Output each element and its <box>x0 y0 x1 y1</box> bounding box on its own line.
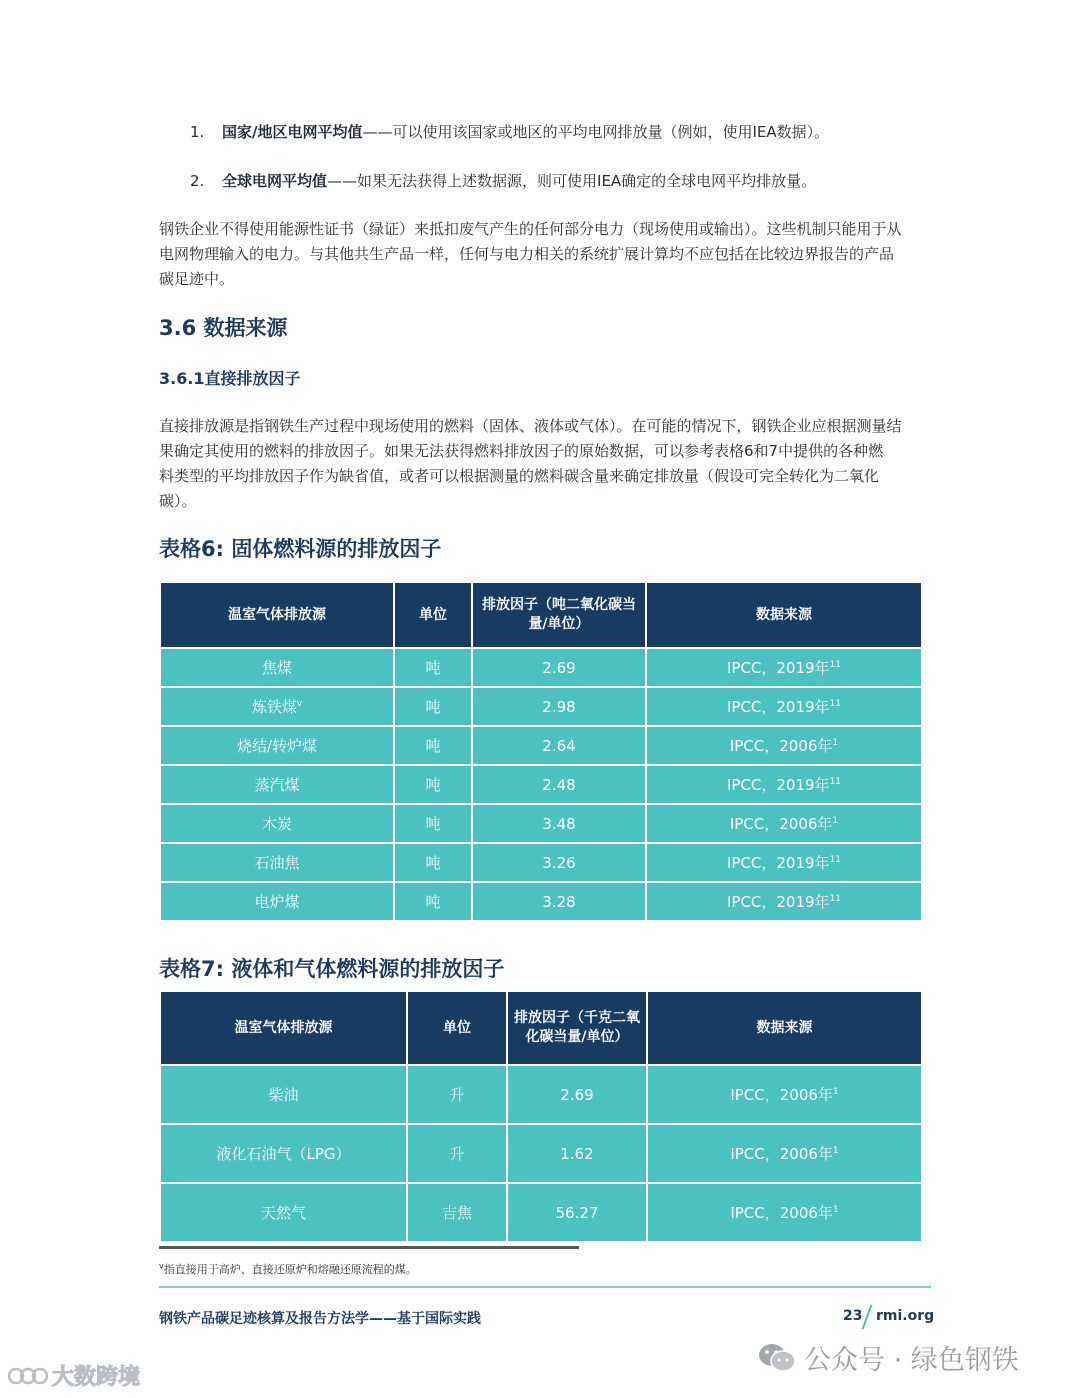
table7 <box>159 990 923 1243</box>
header-source: 温室气体排放源 <box>160 582 394 648</box>
wechat-watermark <box>758 1338 1019 1377</box>
cell-unit: 吨 <box>394 648 472 687</box>
page-number: 23 <box>843 1308 863 1324</box>
subsection-heading: 3.6.1直接排放因子 <box>159 369 301 388</box>
wechat-icon <box>758 1343 796 1373</box>
list-item-1 <box>190 121 829 142</box>
cell-unit: 升 <box>407 1065 507 1124</box>
cell-unit: 吨 <box>394 843 472 882</box>
footer-divider <box>159 1286 931 1288</box>
cell-ref: IPCC，2006年$^1$ <box>647 1183 922 1242</box>
cell-source: 石油焦 <box>160 843 394 882</box>
header-factor: 排放因子（吨二氧化碳当量/单位） <box>472 582 646 648</box>
cell-source: 焦煤 <box>160 648 394 687</box>
cell-unit: 吨 <box>394 804 472 843</box>
cell-ref: IPCC，2019年$^{11}$ <box>646 843 922 882</box>
table-header-row <box>160 582 922 648</box>
list-number: 2. <box>190 172 205 190</box>
table-row <box>160 1065 922 1124</box>
header-ref: 数据来源 <box>647 991 922 1065</box>
paragraph-line: 果确定其使用的燃料的排放因子。如果无法获得燃料排放因子的原始数据，可以参考表格6和7中提供的各种燃 <box>159 442 884 460</box>
table-row <box>160 804 922 843</box>
paragraph-line: 料类型的平均排放因子作为缺省值，或者可以根据测量的燃料碳含量来确定排放量（假设可完全转化为二氧化 <box>159 467 880 485</box>
cell-factor: 2.98 <box>472 687 646 726</box>
header-ref: 数据来源 <box>646 582 922 648</box>
cell-ref: IPCC，2006年$^1$ <box>646 804 922 843</box>
list-text: ——可以使用该国家或地区的平均电网排放量（例如，使用IEA数据）。 <box>362 123 830 141</box>
header-factor: 排放因子（千克二氧化碳当量/单位） <box>507 991 647 1065</box>
header-source: 温室气体排放源 <box>160 991 407 1065</box>
cell-unit: 吨 <box>394 765 472 804</box>
footnote-divider <box>159 1246 579 1249</box>
table-row <box>160 648 922 687</box>
footer-slash <box>862 1304 873 1329</box>
cell-factor: 2.64 <box>472 726 646 765</box>
cell-unit: 吨 <box>394 726 472 765</box>
paragraph-line: 直接排放源是指钢铁生产过程中现场使用的燃料（固体、液体或气体）。在可能的情况下，钢铁企业应根据测量结 <box>159 417 902 435</box>
section-heading: 3.6 数据来源 <box>159 316 288 340</box>
cell-unit: 吨 <box>394 882 472 921</box>
footnote-marker: v <box>159 1261 164 1271</box>
table-row <box>160 1124 922 1183</box>
cell-source: 炼铁煤$^v$ <box>160 687 394 726</box>
paragraph-line: 电网物理输入的电力。与其他共生产品一样，任何与电力相关的系统扩展计算均不应包括在比较边界报告的产品 <box>159 245 895 263</box>
paragraph-line: 碳）。 <box>159 492 197 510</box>
list-number: 1. <box>190 123 205 141</box>
footnote <box>159 1261 417 1277</box>
table-row <box>160 687 922 726</box>
cell-ref: IPCC，2019年$^{11}$ <box>646 687 922 726</box>
cell-factor: 1.62 <box>507 1124 647 1183</box>
cell-factor: 2.69 <box>507 1065 647 1124</box>
cell-source: 液化石油气（LPG） <box>160 1124 407 1183</box>
footer-title: 钢铁产品碳足迹核算及报告方法学——基于国际实践 <box>159 1311 481 1327</box>
cell-ref: IPCC，2019年$^{11}$ <box>646 765 922 804</box>
paragraph-direct-emissions <box>159 414 924 514</box>
cell-factor: 3.26 <box>472 843 646 882</box>
header-unit: 单位 <box>394 582 472 648</box>
cell-source: 天然气 <box>160 1183 407 1242</box>
cell-ref: IPCC，2019年$^{11}$ <box>646 882 922 921</box>
cell-factor: 3.28 <box>472 882 646 921</box>
cell-ref: IPCC，2019年$^{11}$ <box>646 648 922 687</box>
paragraph-line: 钢铁企业不得使用能源性证书（绿证）来抵扣废气产生的任何部分电力（现场使用或输出）。这些机制只能用于从 <box>159 220 902 238</box>
brand-watermark <box>8 1360 140 1391</box>
table7-caption: 表格7: 液体和气体燃料源的排放因子 <box>159 957 505 981</box>
cell-ref: IPCC，2006年$^1$ <box>646 726 922 765</box>
cell-factor: 2.69 <box>472 648 646 687</box>
footer-site-link[interactable]: rmi.org <box>876 1308 935 1324</box>
cell-factor: 56.27 <box>507 1183 647 1242</box>
cell-factor: 2.48 <box>472 765 646 804</box>
brand-logo-icon <box>8 1364 48 1388</box>
paragraph-green-certificate <box>159 217 924 292</box>
table-row <box>160 843 922 882</box>
cell-unit: 吨 <box>394 687 472 726</box>
brand-watermark-text: 大数跨境 <box>52 1365 141 1390</box>
cell-unit: 升 <box>407 1124 507 1183</box>
list-term: 全球电网平均值 <box>222 172 328 190</box>
cell-factor: 3.48 <box>472 804 646 843</box>
cell-unit: 吉焦 <box>407 1183 507 1242</box>
table-row <box>160 726 922 765</box>
table-row <box>160 1183 922 1242</box>
table-row <box>160 765 922 804</box>
table6 <box>159 581 923 922</box>
list-item-2 <box>190 170 816 191</box>
footnote-text: 指直接用于高炉、直接还原炉和熔融还原流程的煤。 <box>163 1263 417 1276</box>
cell-source: 柴油 <box>160 1065 407 1124</box>
table6-caption: 表格6: 固体燃料源的排放因子 <box>159 537 442 561</box>
wechat-watermark-text: 公众号 · 绿色钢铁 <box>804 1345 1019 1376</box>
cell-source: 蒸汽煤 <box>160 765 394 804</box>
list-text: ——如果无法获得上述数据源，则可使用IEA确定的全球电网平均排放量。 <box>327 172 817 190</box>
table-row <box>160 882 922 921</box>
cell-ref: IPCC，2006年$^1$ <box>647 1124 922 1183</box>
header-unit: 单位 <box>407 991 507 1065</box>
cell-source: 木炭 <box>160 804 394 843</box>
paragraph-line: 碳足迹中。 <box>159 270 235 288</box>
table-header-row <box>160 991 922 1065</box>
cell-ref: IPCC，2006年$^1$ <box>647 1065 922 1124</box>
cell-source: 烧结/转炉煤 <box>160 726 394 765</box>
cell-source: 电炉煤 <box>160 882 394 921</box>
list-term: 国家/地区电网平均值 <box>222 123 363 141</box>
